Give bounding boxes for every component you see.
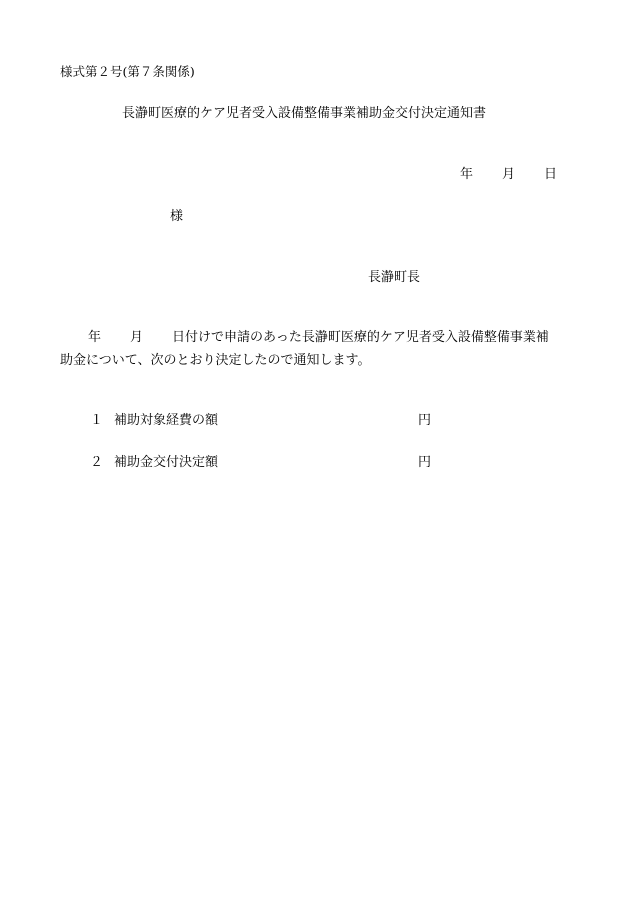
item-unit: 円	[418, 413, 432, 428]
list-item	[90, 456, 450, 472]
date-month-label: 月	[502, 167, 516, 182]
item-number: ２	[90, 455, 104, 470]
recipient-honorific: 様	[170, 209, 184, 224]
date-day-label: 日	[544, 167, 558, 182]
item-label: 補助金交付決定額	[114, 455, 219, 470]
body-text-line-1: 日付けで申請のあった長瀞町医療的ケア児者受入設備整備事業補	[172, 330, 549, 345]
item-label: 補助対象経費の額	[114, 413, 219, 428]
item-number: １	[90, 413, 104, 428]
body-month-label: 月	[130, 330, 144, 345]
date-year-label: 年	[460, 167, 474, 182]
body-text-line-2: 助金について、次のとおり決定したので通知します。	[60, 353, 371, 368]
issuer-name: 長瀞町長	[368, 270, 421, 285]
form-number: 様式第２号(第７条関係)	[60, 64, 195, 79]
list-item	[90, 414, 450, 430]
document-title: 長瀞町医療的ケア児者受入設備整備事業補助金交付決定通知書	[122, 106, 487, 121]
body-year-label: 年	[88, 330, 102, 345]
item-unit: 円	[418, 455, 432, 470]
